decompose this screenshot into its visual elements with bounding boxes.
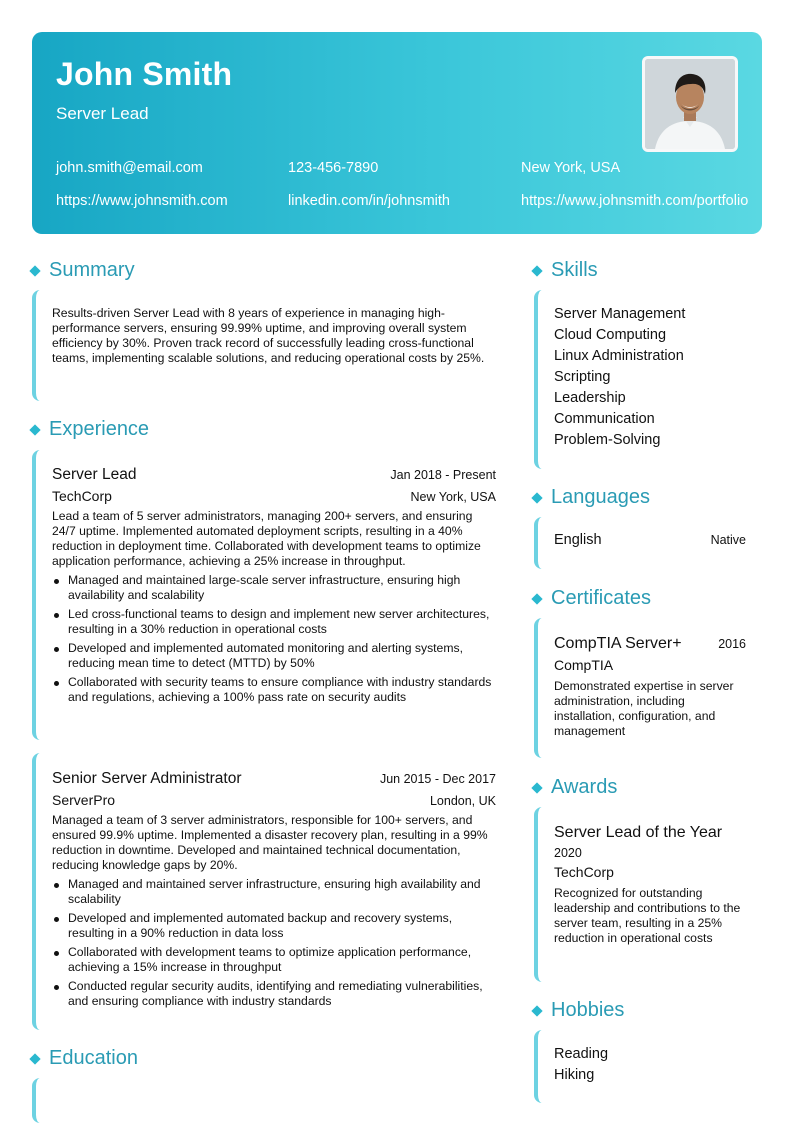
bullet-text: Developed and implemented automated backup and recovery systems, resulting in a 90% reduction in data loss (68, 911, 453, 940)
skill-item: Cloud Computing (554, 327, 667, 343)
skill-item: Linux Administration (554, 348, 684, 364)
summary-heading-label: Summary (49, 259, 135, 281)
education-heading-label: Education (49, 1047, 138, 1069)
diamond-icon (531, 265, 542, 276)
certificate-description: Demonstrated expertise in server administration, including installation, configuration, and management (554, 679, 734, 738)
diamond-icon (531, 782, 542, 793)
diamond-icon (29, 424, 40, 435)
resume-header (32, 32, 762, 234)
skills-heading (532, 259, 598, 282)
bullet-item (52, 573, 496, 603)
bullet-icon (54, 883, 59, 888)
certificate-card (534, 618, 762, 758)
bullet-item (52, 911, 496, 941)
bullet-item (52, 675, 496, 705)
award-name: Server Lead of the Year (554, 824, 723, 841)
bullet-item (52, 641, 496, 671)
job-description: Managed a team of 3 server administrators, responsible for 100+ servers, and ensured 99.9% uptime. Implemented a disaster recovery plan, resulting in a 99% reduction in downtime. Developed and maintained technical documentation, reducing knowledge gaps by 20%. (52, 813, 488, 872)
bullet-item (52, 607, 496, 637)
award-card (534, 807, 762, 982)
hobbies-heading (532, 999, 624, 1022)
award-issuer: TechCorp (554, 864, 614, 880)
skills-card (534, 290, 762, 469)
diamond-icon (531, 593, 542, 604)
bullet-item (52, 945, 496, 975)
job-location: London, UK (429, 794, 496, 808)
languages-heading (532, 486, 650, 509)
profile-photo (642, 56, 738, 152)
certificate-issuer: CompTIA (554, 657, 614, 673)
education-card (32, 1078, 496, 1123)
awards-heading-label: Awards (551, 776, 618, 798)
experience-heading (30, 418, 149, 441)
skill-item: Scripting (554, 369, 611, 385)
diamond-icon (531, 1005, 542, 1016)
bullet-icon (54, 647, 59, 652)
bullet-icon (54, 951, 59, 956)
experience-heading-label: Experience (49, 418, 150, 440)
bullet-text: Conducted regular security audits, identifying and remediating vulnerabilities, and ensuring compliance with industry standards (68, 979, 483, 1008)
job-dates: Jun 2015 - Dec 2017 (379, 772, 496, 786)
summary-heading (30, 259, 135, 282)
experience-item (32, 753, 496, 1030)
job-dates: Jan 2018 - Present (390, 468, 496, 482)
experience-item (32, 450, 496, 740)
job-location: New York, USA (410, 490, 496, 504)
certificates-heading-label: Certificates (551, 587, 652, 609)
award-year: 2020 (554, 846, 582, 860)
phone-number: 123-456-7890 (288, 160, 379, 176)
hobby-item: Reading (554, 1046, 609, 1062)
candidate-role: Server Lead (56, 104, 149, 123)
bullet-text: Collaborated with security teams to ensure compliance with industry standards and regulations, achieving a 100% pass rate on security audits (68, 675, 492, 704)
candidate-name: John Smith (56, 56, 233, 92)
linkedin-link[interactable]: linkedin.com/in/johnsmith (288, 193, 450, 209)
summary-text: Results-driven Server Lead with 8 years of experience in managing high-performance servers, ensuring 99.99% uptime, and improving overall system efficiency by 30%. Proven track record of successfully leading cross-functional teams, implementing scalable solutions, and reducing operational costs by 25%. (52, 306, 485, 365)
diamond-icon (29, 265, 40, 276)
email-link[interactable]: john.smith@email.com (56, 160, 203, 176)
bullet-icon (54, 613, 59, 618)
bullet-item (52, 979, 496, 1009)
skills-heading-label: Skills (551, 259, 598, 281)
bullet-text: Collaborated with development teams to optimize application performance, achieving a 15% increase in throughput (68, 945, 472, 974)
bullet-icon (54, 681, 59, 686)
certificates-heading (532, 587, 651, 610)
education-heading (30, 1047, 138, 1070)
job-bullets (52, 573, 496, 705)
diamond-icon (531, 492, 542, 503)
hobbies-heading-label: Hobbies (551, 999, 625, 1021)
award-description: Recognized for outstanding leadership and contributions to the server team, resulting in a 25% reduction in operational costs (554, 886, 741, 945)
languages-heading-label: Languages (551, 486, 650, 508)
bullet-icon (54, 917, 59, 922)
language-level: Native (710, 533, 746, 547)
bullet-text: Managed and maintained server infrastructure, ensuring high availability and scalability (68, 877, 481, 906)
job-bullets (52, 877, 496, 1009)
skill-item: Server Management (554, 306, 686, 322)
certificate-name: CompTIA Server+ (554, 635, 682, 652)
website-link[interactable]: https://www.johnsmith.com (56, 193, 228, 209)
language-name: English (554, 532, 602, 548)
hobby-item: Hiking (554, 1067, 595, 1083)
job-description: Lead a team of 5 server administrators, managing 200+ servers, and ensuring 24/7 uptime. Implemented automated deployment scripts, resulting in a 40% reduction in deployment time. Collaborated with development teams to optimize application performance, achieving a 25% increase in throughput. (52, 509, 481, 568)
bullet-icon (54, 985, 59, 990)
profile-photo-image (645, 59, 735, 149)
job-company: ServerPro (52, 792, 116, 808)
location: New York, USA (521, 160, 621, 176)
skill-item: Communication (554, 411, 655, 427)
bullet-icon (54, 579, 59, 584)
portfolio-link[interactable]: https://www.johnsmith.com/portfolio (521, 193, 749, 209)
bullet-text: Managed and maintained large-scale server infrastructure, ensuring high availability and scalability (68, 573, 461, 602)
skill-item: Leadership (554, 390, 626, 406)
awards-heading (532, 776, 617, 799)
hobbies-card (534, 1030, 762, 1103)
language-row (554, 532, 746, 548)
bullet-text: Developed and implemented automated monitoring and alerting systems, reducing mean time to detect (MTTD) by 50% (68, 641, 463, 670)
job-title: Senior Server Administrator (52, 770, 242, 787)
certificate-year: 2016 (718, 637, 746, 651)
skill-item: Problem-Solving (554, 432, 661, 448)
languages-card (534, 517, 762, 569)
summary-card (32, 290, 496, 401)
job-company: TechCorp (52, 488, 112, 504)
bullet-item (52, 877, 496, 907)
job-title: Server Lead (52, 466, 137, 483)
diamond-icon (29, 1053, 40, 1064)
bullet-text: Led cross-functional teams to design and implement new server architectures, resulting in a 30% reduction in operational costs (68, 607, 490, 636)
